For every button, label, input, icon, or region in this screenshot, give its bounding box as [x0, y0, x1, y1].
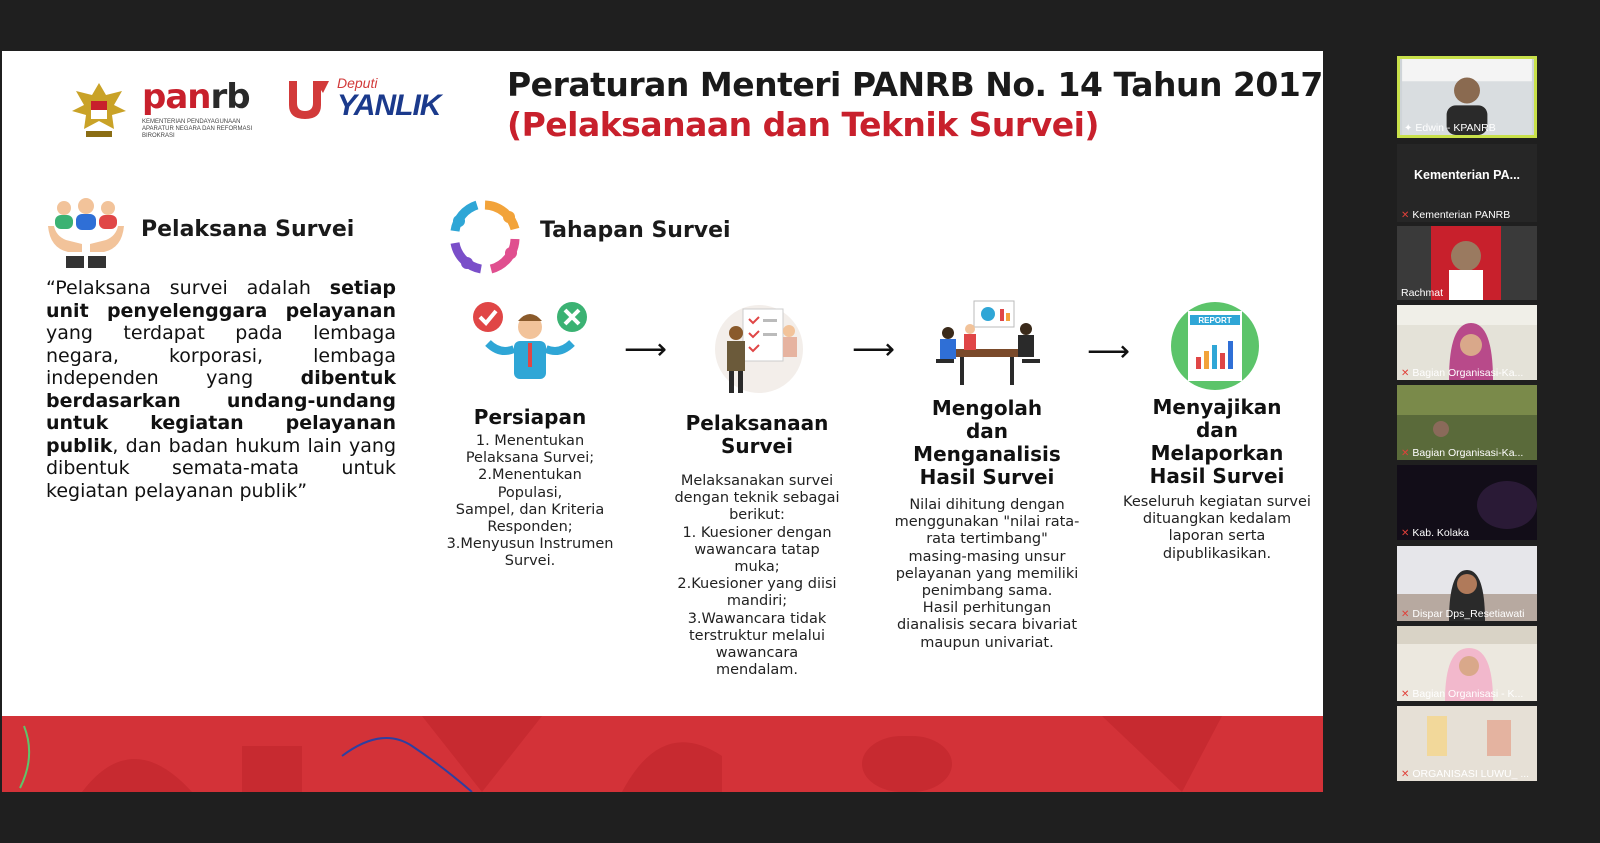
- arrow-icon: ⟶: [1087, 335, 1131, 368]
- step-pelaksanaan-desc: Melaksanakan survei dengan teknik sebagai berikut: 1. Kuesioner dengan wawancara tatap muka; 2.Kuesioner yang diisi mandiri; 3.Wawancara tidak terstruktur melalui wawancara mendalam.: [674, 473, 840, 679]
- participant-display-name: Kementerian PA...: [1413, 168, 1521, 182]
- panrb-logo: [142, 77, 262, 140]
- garuda-emblem-icon: [68, 77, 130, 143]
- mic-muted-icon: ✕: [1401, 769, 1410, 780]
- arrow-icon: ⟶: [624, 333, 668, 366]
- analisis-illustration-icon: [930, 299, 1042, 389]
- step-laporan-desc: Keseluruh kegiatan survei dituangkan kedalam laporan serta dipublikasikan.: [1123, 494, 1311, 562]
- slide-subtitle: (Pelaksanaan dan Teknik Survei): [507, 105, 1099, 144]
- step-persiapan-desc: 1. Menentukan Pelaksana Survei; 2.Menentukan Populasi, Sampel, dan Kriteria Responden; 3.Menyusun Instrumen Survei.: [446, 433, 614, 570]
- quote-text: , dan badan hukum lain yang dibentuk semata-mata untuk kegiatan pelayanan publik”: [46, 434, 396, 502]
- pelaksana-quote: [46, 277, 396, 502]
- participant-tile[interactable]: [1397, 144, 1537, 222]
- participant-name: ✕ ORGANISASI LUWU_ ...: [1401, 768, 1530, 780]
- slide-footer-band: [2, 716, 1323, 792]
- footer-pattern-icon: [2, 716, 1323, 792]
- step-analisis-desc: Nilai dihitung dengan menggunakan "nilai rata- rata tertimbang" masing-masing unsur pelayanan yang memiliki penimbang sama. Hasil perhitungan dianalisis secara bivariat maupun univariat.: [894, 497, 1080, 651]
- mic-muted-icon: ✕: [1401, 210, 1410, 221]
- quote-emphasis: dibentuk berdasarkan undang-undang untuk kegiatan pelayanan publik: [46, 367, 396, 457]
- mic-muted-icon: ✕: [1401, 609, 1410, 620]
- participant-name: Rachmat: [1401, 287, 1444, 299]
- participant-name: ✕ Kab. Kolaka: [1401, 527, 1470, 539]
- participant-name: ✕ Kementerian PANRB: [1401, 209, 1511, 221]
- mic-muted-icon: ✕: [1401, 528, 1410, 539]
- quote-text: “Pelaksana survei adalah: [46, 277, 330, 299]
- quote-text: yang terdapat pada lembaga negara, korporasi, lembaga independen yang: [46, 322, 396, 389]
- participant-name: ✦ Edwin - KPANRB: [1404, 122, 1496, 134]
- report-label: REPORT: [1198, 316, 1232, 325]
- participant-tile[interactable]: [1397, 465, 1537, 540]
- participant-name: ✕ Dispar Dps_Resetiawati: [1401, 608, 1525, 620]
- mic-muted-icon: ✕: [1401, 448, 1410, 459]
- participant-name: ✕ Bagian Organisasi-Ka...: [1401, 447, 1524, 459]
- panrb-subtitle: KEMENTERIAN PENDAYAGUNAAN APARATUR NEGARA DAN REFORMASI BIROKRASI: [142, 119, 253, 139]
- pin-icon: ✦: [1404, 123, 1413, 134]
- yanlik-deputi: Deputi: [337, 75, 378, 91]
- participant-name: ✕ Bagian Organisasi - K...: [1401, 688, 1524, 700]
- quote-emphasis: setiap unit penyelenggara pelayanan: [46, 277, 396, 322]
- mic-muted-icon: ✕: [1401, 368, 1410, 379]
- shared-slide: [2, 51, 1323, 792]
- tahapan-heading: Tahapan Survei: [540, 218, 731, 243]
- step-persiapan-title: Persiapan: [473, 405, 587, 429]
- mic-muted-icon: ✕: [1401, 689, 1410, 700]
- panrb-wordmark: panrb: [142, 77, 250, 117]
- step-analisis-title: Mengolah dan Menganalisis Hasil Survei: [913, 396, 1061, 489]
- yanlik-mark-icon: [285, 79, 331, 121]
- participant-tile[interactable]: [1397, 226, 1537, 300]
- pelaksana-heading: Pelaksana Survei: [141, 217, 355, 242]
- slide-title: Peraturan Menteri PANRB No. 14 Tahun 2017: [507, 65, 1323, 104]
- participant-tile[interactable]: [1397, 706, 1537, 781]
- participant-tile[interactable]: [1397, 626, 1537, 701]
- pelaksanaan-illustration-icon: [707, 301, 807, 396]
- arrow-icon: ⟶: [852, 333, 896, 366]
- participant-name: ✕ Bagian Organisasi-Ka...: [1401, 367, 1524, 379]
- step-laporan-title: Menyajikan dan Melaporkan Hasil Survei: [1149, 395, 1285, 488]
- persiapan-illustration-icon: [470, 299, 590, 389]
- yanlik-logo: [285, 73, 455, 123]
- participant-tile[interactable]: [1397, 305, 1537, 380]
- people-hands-icon: [46, 196, 126, 272]
- report-illustration-icon: [1170, 301, 1260, 391]
- participant-tile[interactable]: [1397, 546, 1537, 621]
- yanlik-wordmark: YANLIK: [337, 89, 441, 122]
- step-pelaksanaan-title: Pelaksanaan Survei: [685, 411, 829, 458]
- participant-tile[interactable]: [1397, 56, 1537, 138]
- participant-tile[interactable]: [1397, 385, 1537, 460]
- cycle-steps-icon: [447, 199, 523, 275]
